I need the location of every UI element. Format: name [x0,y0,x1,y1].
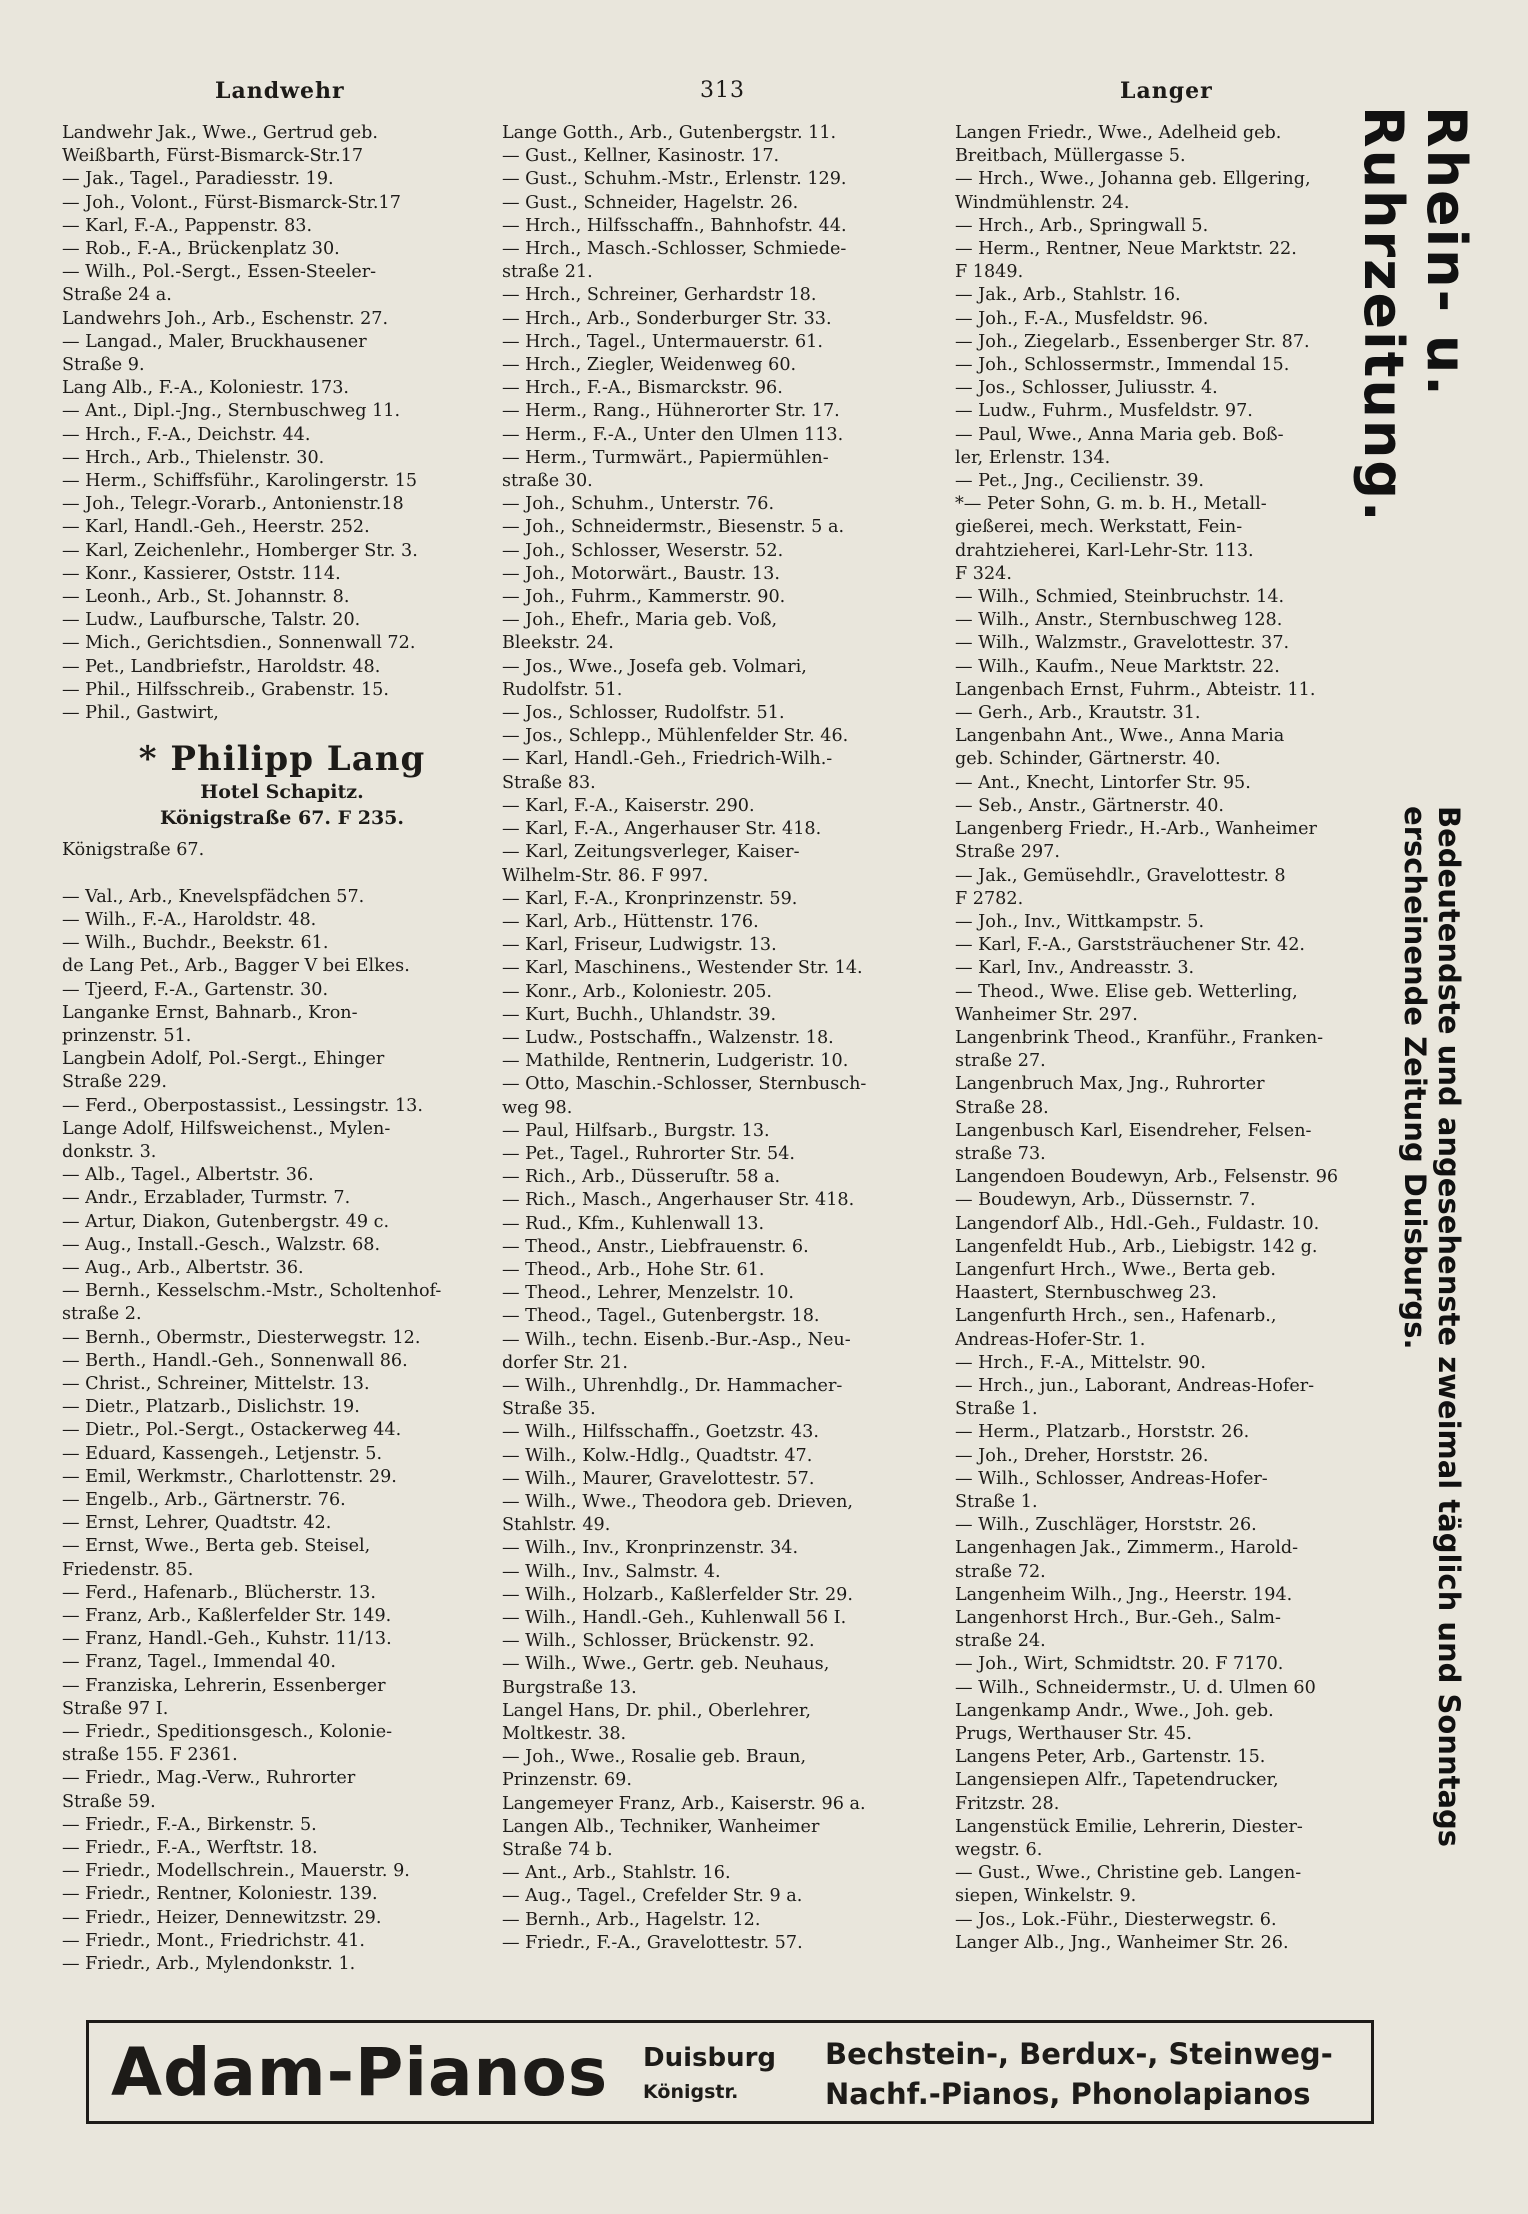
directory-entry-line: — Wilh., Hilfsschaffn., Goetzstr. 43. [502,1422,819,1443]
directory-entry-line: — Langad., Maler, Bruckhausener [62,331,367,352]
directory-entry-line: — Joh., Telegr.-Vorarb., Antonienstr.18 [62,494,404,515]
directory-entry-line: — Karl, F.-A., Angerhauser Str. 418. [502,819,822,840]
directory-entry-line: — Wilh., Inv., Salmstr. 4. [502,1561,721,1582]
directory-entry-line: — Friedr., F.-A., Gravelottestr. 57. [502,1932,803,1953]
directory-entry-line: — Rud., Kfm., Kuhlenwall 13. [502,1213,765,1234]
directory-entry-line: — Theod., Arb., Hohe Str. 61. [502,1259,765,1280]
directory-entry-line: — Wilh., Schlosser, Andreas-Hofer- [955,1468,1268,1489]
directory-entry-line: straße 21. [502,262,593,283]
directory-entry-line: — Wilh., Schneidermstr., U. d. Ulmen 60 [955,1677,1316,1698]
directory-entry-line: donkstr. 3. [62,1141,157,1162]
directory-entry-line: — Konr., Kassierer, Oststr. 114. [62,563,341,584]
directory-entry-line: — Mathilde, Rentnerin, Ludgeristr. 10. [502,1051,849,1072]
directory-entry-line: Wanheimer Str. 297. [955,1004,1138,1025]
directory-entry-line: — Hrch., Masch.-Schlosser, Schmiede- [502,239,847,260]
directory-entry-line: — Andr., Erzablader, Turmstr. 7. [62,1188,351,1209]
directory-entry-line: Langen Alb., Techniker, Wanheimer [502,1816,820,1837]
directory-entry-line: Straße 1. [955,1491,1038,1512]
directory-entry-line: — Wilh., Inv., Kronprinzenstr. 34. [502,1538,799,1559]
directory-entry-line: — Hrch., Ziegler, Weidenweg 60. [502,355,797,376]
directory-entry-line: F 1849. [955,262,1024,283]
directory-entry-line: Langenfurth Hrch., sen., Hafenarb., [955,1306,1277,1327]
directory-entry-line: Straße 28. [955,1097,1049,1118]
directory-entry-line: — Herm., Rang., Hühnerorter Str. 17. [502,401,840,422]
directory-entry-line: Langel Hans, Dr. phil., Oberlehrer, [502,1700,811,1721]
directory-entry-line: — Franz, Arb., Kaßlerfelder Str. 149. [62,1605,392,1626]
directory-entry-line: — Karl, F.-A., Kaiserstr. 290. [502,795,755,816]
directory-entry-line: straße 155. F 2361. [62,1745,238,1766]
bottom-ad-city: Duisburg [643,2043,777,2073]
directory-entry-line: — Ant., Knecht, Lintorfer Str. 95. [955,772,1251,793]
directory-entry-line: straße 30. [502,471,593,492]
directory-entry-line: — Aug., Arb., Albertstr. 36. [62,1257,304,1278]
directory-entry-line: Langenbach Ernst, Fuhrm., Abteistr. 11. [955,679,1316,700]
directory-entry-line: — Wilh., Schlosser, Brückenstr. 92. [502,1631,815,1652]
side-ad-title: Rhein- u. Ruhrzeitung. [1352,106,1478,524]
directory-entry-line: — Herm., Schiffsführ., Karolingerstr. 15 [62,471,418,492]
directory-entry-line: — Boudewyn, Arb., Düssernstr. 7. [955,1190,1256,1211]
directory-entry-line: — Ernst, Wwe., Berta geb. Steisel, [62,1536,371,1557]
directory-entry-line: F 2782. [955,888,1024,909]
directory-entry-line: Prinzenstr. 69. [502,1770,632,1791]
directory-entry-line: F 324. [955,563,1012,584]
directory-entry-line: — Phil., Hilfsschreib., Grabenstr. 15. [62,679,389,700]
directory-entry-line: Langens Peter, Arb., Gartenstr. 15. [955,1747,1266,1768]
directory-entry-line: — Theod., Anstr., Liebfrauenstr. 6. [502,1236,809,1257]
directory-entry-line: Straße 24 a. [62,285,172,306]
directory-entry-line: — Jos., Lok.-Führ., Diesterwegstr. 6. [955,1909,1277,1930]
directory-entry-line: — Eduard, Kassengeh., Letjenstr. 5. [62,1443,383,1464]
directory-entry-line: — Karl, F.-A., Kronprinzenstr. 59. [502,888,798,909]
directory-entry-line: — Herm., Turmwärt., Papiermühlen- [502,447,829,468]
directory-entry-line: — Konr., Arb., Koloniestr. 205. [502,981,772,1002]
ad-lang-address: Königstraße 67. F 235. [159,807,405,830]
directory-entry-line: Straße 35. [502,1399,596,1420]
directory-entry-line: — Friedr., Mont., Friedrichstr. 41. [62,1930,366,1951]
directory-entry-line: — Artur, Diakon, Gutenbergstr. 49 c. [62,1211,390,1232]
bottom-ad-line1: Bechstein-, Berdux-, Steinweg- [825,2037,1333,2071]
directory-entry-line: Langbein Adolf, Pol.-Sergt., Ehinger [62,1049,385,1070]
page-number: 313 [700,78,745,103]
directory-entry-line: — Christ., Schreiner, Mittelstr. 13. [62,1373,370,1394]
bottom-advertisement [86,2020,1374,2124]
directory-entry-line: straße 73. [955,1143,1046,1164]
directory-entry-line: Langenfeldt Hub., Arb., Liebigstr. 142 g. [955,1236,1318,1257]
directory-entry-line: straße 27. [955,1051,1046,1072]
side-ad-subtitle: Bedeutendste und angesehenste zweimal täglich und Sonntags erscheinende Zeitung Duisburgs. [1398,806,1466,1848]
directory-entry-line: ler, Erlenstr. 134. [955,447,1111,468]
directory-entry-line: — Pet., Tagel., Ruhrorter Str. 54. [502,1143,796,1164]
directory-entry-line: — Rich., Masch., Angerhauser Str. 418. [502,1190,855,1211]
directory-entry-line: — Jos., Wwe., Josefa geb. Volmari, [502,656,807,677]
directory-entry-line: — Hrch., F.-A., Deichstr. 44. [62,424,311,445]
directory-entry-line: — Bernh., Arb., Hagelstr. 12. [502,1909,761,1930]
directory-entry-line: — Gust., Wwe., Christine geb. Langen- [955,1863,1302,1884]
directory-entry-line: gießerei, mech. Werkstatt, Fein- [955,517,1243,538]
directory-entry-line: Langendoen Boudewyn, Arb., Felsenstr. 96 [955,1167,1339,1188]
directory-entry-line: Straße 59. [62,1791,156,1812]
directory-entry-line: Langendorf Alb., Hdl.-Geh., Fuldastr. 10. [955,1213,1320,1234]
ad-lang-name: * Philipp Lang [138,739,426,780]
directory-entry-line: Straße 9. [62,355,145,376]
directory-entry-line: straße 24. [955,1631,1046,1652]
directory-entry-line: — Phil., Gastwirt, [62,703,219,724]
directory-entry-line: Straße 229. [62,1072,167,1093]
directory-entry-line: — Bernh., Obermstr., Diesterwegstr. 12. [62,1327,421,1348]
directory-entry-line: dorfer Str. 21. [502,1352,628,1373]
directory-entry-line: Langen Friedr., Wwe., Adelheid geb. [955,123,1282,143]
directory-entry-line: — Jak., Tagel., Paradiesstr. 19. [62,169,334,190]
directory-entry-line: — Karl, Arb., Hüttenstr. 176. [502,911,759,932]
directory-entry-line: — Engelb., Arb., Gärtnerstr. 76. [62,1489,346,1510]
directory-entry-line: — Wilh., Uhrenhdlg., Dr. Hammacher- [502,1375,843,1396]
directory-entry-line: — Joh., Inv., Wittkampstr. 5. [955,911,1205,932]
directory-entry-line: — Aug., Install.-Gesch., Walzstr. 68. [62,1234,381,1255]
directory-entry-line: — Wilh., Handl.-Geh., Kuhlenwall 56 I. [502,1608,847,1628]
directory-entry-line: Windmühlenstr. 24. [955,192,1130,213]
directory-entry-line: — Wilh., Kaufm., Neue Marktstr. 22. [955,656,1280,677]
directory-entry-line: Friedenstr. 85. [62,1559,194,1580]
directory-entry-line: Rudolfstr. 51. [502,679,623,700]
directory-entry-line: — Hrch., Wwe., Johanna geb. Ellgering, [955,169,1311,190]
directory-entry-line: prinzenstr. 51. [62,1025,192,1046]
directory-entry-line: — Seb., Anstr., Gärtnerstr. 40. [955,795,1224,816]
column-3 [955,122,1377,1955]
directory-entry-line: — Theod., Wwe. Elise geb. Wetterling, [955,981,1298,1002]
directory-entry-line: — Theod., Lehrer, Menzelstr. 10. [502,1283,795,1304]
directory-entry-line: Prugs, Werthauser Str. 45. [955,1724,1192,1745]
directory-entry-line: weg 98. [502,1097,573,1118]
directory-entry-line: — Bernh., Kesselschm.-Mstr., Scholtenhof- [62,1281,442,1302]
directory-entry-line: — Franz, Handl.-Geh., Kuhstr. 11/13. [62,1629,392,1650]
directory-entry-line [62,862,502,885]
directory-entry-line: — Joh., Wwe., Rosalie geb. Braun, [502,1747,807,1768]
directory-entry-line: Langenbusch Karl, Eisendreher, Felsen- [955,1120,1312,1141]
directory-entry-line: — Wilh., F.-A., Haroldstr. 48. [62,909,317,930]
directory-entry-line: — Karl, Zeichenlehr., Homberger Str. 3. [62,540,418,561]
directory-entry-line: — Wilh., Anstr., Sternbuschweg 128. [955,610,1283,631]
directory-entry-line: — Gust., Schneider, Hagelstr. 26. [502,192,799,213]
directory-entry-line: — Ant., Dipl.-Jng., Sternbuschweg 11. [62,401,401,422]
directory-entry-line: — Mich., Gerichtsdien., Sonnenwall 72. [62,633,416,654]
column-1-pre-ad [62,702,502,725]
directory-entry-line: — Joh., Dreher, Horststr. 26. [955,1445,1209,1466]
directory-entry-line: — Joh., Wirt, Schmidtstr. 20. F 7170. [955,1654,1284,1675]
directory-entry-line: — Otto, Maschin.-Schlosser, Sternbusch- [502,1074,867,1095]
directory-entry-line: — Wilh., Holzarb., Kaßlerfelder Str. 29. [502,1584,853,1605]
directory-entry-line: — Friedr., Speditionsgesch., Kolonie- [62,1722,393,1742]
bottom-ad-street: Königstr. [643,2081,739,2103]
directory-entry-line: — Hrch., jun., Laborant, Andreas-Hofer- [955,1375,1315,1396]
directory-entry-line: — Wilh., Maurer, Gravelottestr. 57. [502,1468,815,1489]
directory-entry-line: — Ant., Arb., Stahlstr. 16. [502,1863,731,1884]
directory-entry-line: — Gerh., Arb., Krautstr. 31. [955,703,1201,724]
directory-entry-line: — Kurt, Buchh., Uhlandstr. 39. [502,1004,777,1025]
directory-entry-line: — Ludw., Postschaffn., Walzenstr. 18. [502,1027,834,1048]
directory-entry-line: drahtzieherei, Karl-Lehr-Str. 113. [955,540,1254,561]
directory-entry-line: — Wilh., Wwe., Gertr. geb. Neuhaus, [502,1654,830,1675]
directory-entry-line: Haastert, Sternbuschweg 23. [955,1283,1217,1304]
bottom-ad-title: Adam-Pianos [111,2034,609,2111]
directory-entry-line: Straße 74 b. [502,1840,613,1861]
directory-entry-line: Langenberg Friedr., H.-Arb., Wanheimer [955,819,1317,840]
directory-entry-line: Langenhorst Hrch., Bur.-Geh., Salm- [955,1608,1281,1628]
directory-entry-line: — Herm., Platzarb., Horststr. 26. [955,1422,1250,1443]
column-2 [502,122,942,1955]
directory-entry-line: straße 72. [955,1561,1046,1582]
directory-entry-line: — Hrch., Schreiner, Gerhardstr 18. [502,285,817,306]
directory-entry-line: — Herm., F.-A., Unter den Ulmen 113. [502,424,844,445]
directory-entry-line: Moltkestr. 38. [502,1724,627,1745]
directory-entry-line: — Berth., Handl.-Geh., Sonnenwall 86. [62,1350,408,1371]
directory-entry-line: — Emil, Werkmstr., Charlottenstr. 29. [62,1466,397,1487]
directory-entry-line: — Hrch., F.-A., Mittelstr. 90. [955,1352,1206,1373]
directory-entry-line: — Wilh., Schmied, Steinbruchstr. 14. [955,587,1285,608]
directory-entry-line: Bleekstr. 24. [502,633,614,654]
directory-entry-line: Langenbruch Max, Jng., Ruhrorter [955,1074,1265,1095]
directory-entry-line: — Ernst, Lehrer, Quadtstr. 42. [62,1513,332,1534]
directory-entry-line: Königstraße 67. [62,840,205,861]
directory-entry-line: — Karl, Maschinens., Westender Str. 14. [502,958,863,979]
directory-entry-line: Wilhelm-Str. 86. F 997. [502,865,709,886]
directory-entry-line: Burgstraße 13. [502,1677,637,1698]
column-1-entries [62,122,502,702]
directory-entry-line: — Joh., F.-A., Musfeldstr. 96. [955,308,1209,329]
directory-entry-line: — Friedr., F.-A., Birkenstr. 5. [62,1814,317,1835]
directory-entry-line: — Val., Arb., Knevelspfädchen 57. [62,886,365,907]
directory-entry-line: — Hrch., Hilfsschaffn., Bahnhofstr. 44. [502,215,847,236]
directory-entry-line: Langenfurt Hrch., Wwe., Berta geb. [955,1259,1276,1280]
directory-entry-line: Lang Alb., F.-A., Koloniestr. 173. [62,378,350,399]
directory-entry-line: — Hrch., Arb., Thielenstr. 30. [62,447,325,468]
directory-entry-line: — Joh., Schneidermstr., Biesenstr. 5 a. [502,517,845,538]
directory-entry-line: — Friedr., Mag.-Verw., Ruhrorter [62,1768,356,1789]
directory-entry-line: — Ferd., Hafenarb., Blücherstr. 13. [62,1582,376,1603]
directory-entry-line: — Wilh., Pol.-Sergt., Essen-Steeler- [62,262,377,283]
directory-entry-line: — Leonh., Arb., St. Johannstr. 8. [62,587,350,608]
directory-entry-line: — Jos., Schlosser, Juliusstr. 4. [955,378,1218,399]
directory-entry-line: Langer Alb., Jng., Wanheimer Str. 26. [955,1932,1289,1953]
directory-entry-line: Lange Gotth., Arb., Gutenbergstr. 11. [502,123,837,143]
directory-entry-line: siepen, Winkelstr. 9. [955,1886,1137,1907]
directory-entry-line: Langenheim Wilh., Jng., Heerstr. 194. [955,1584,1293,1605]
directory-entry-line: Langenbahn Ant., Wwe., Anna Maria [955,726,1285,747]
directory-entry-line: — Joh., Fuhrm., Kammerstr. 90. [502,587,786,608]
directory-entry-line: Langenstück Emilie, Lehrerin, Diester- [955,1816,1303,1837]
directory-entry-line: — Wilh., Walzmstr., Gravelottestr. 37. [955,633,1290,654]
directory-entry-line: — Franz, Tagel., Immendal 40. [62,1652,337,1673]
directory-entry-line: Landwehrs Joh., Arb., Eschenstr. 27. [62,308,389,329]
directory-entry-line: — Karl, Friseur, Ludwigstr. 13. [502,935,777,956]
directory-entry-line: — Friedr., Modellschrein., Mauerstr. 9. [62,1861,410,1882]
directory-entry-line: — Joh., Volont., Fürst-Bismarck-Str.17 [62,192,401,213]
side-advertisement [1352,106,1528,1906]
column-1 [62,122,502,1976]
directory-entry-line: — Karl, Inv., Andreasstr. 3. [955,958,1195,979]
directory-entry-line: — Joh., Ziegelarb., Essenberger Str. 87. [955,331,1310,352]
directory-entry-line: Langenkamp Andr., Wwe., Joh. geb. [955,1700,1274,1721]
directory-entry-line: Landwehr Jak., Wwe., Gertrud geb. [62,123,378,143]
directory-entry-line: — Franziska, Lehrerin, Essenberger [62,1675,386,1696]
directory-entry-line: — Friedr., Rentner, Koloniestr. 139. [62,1884,378,1905]
directory-entry-line: — Joh., Schuhm., Unterstr. 76. [502,494,775,515]
directory-entry-line: — Jak., Gemüsehdlr., Gravelottestr. 8 [955,865,1286,886]
directory-entry-line: — Joh., Schlossermstr., Immendal 15. [955,355,1290,376]
directory-entry-line: — Karl, Handl.-Geh., Friedrich-Wilh.- [502,749,833,770]
directory-entry-line: — Aug., Tagel., Crefelder Str. 9 a. [502,1886,803,1907]
directory-entry-line: Andreas-Hofer-Str. 1. [955,1329,1146,1350]
directory-entry-line: Straße 97 I. [62,1698,169,1719]
directory-entry-line: Straße 1. [955,1399,1038,1420]
ad-lang-hotel: Hotel Schapitz. [200,781,364,804]
directory-entry-line: Breitbach, Müllergasse 5. [955,146,1186,167]
directory-entry-line: *— Peter Sohn, G. m. b. H., Metall- [955,494,1267,515]
directory-entry-line: Langemeyer Franz, Arb., Kaiserstr. 96 a. [502,1793,866,1814]
directory-entry-line: — Alb., Tagel., Albertstr. 36. [62,1165,314,1186]
directory-entry-line: — Friedr., Arb., Mylendonkstr. 1. [62,1954,356,1975]
directory-entry-line: Fritzstr. 28. [955,1793,1060,1814]
directory-entry-line: — Dietr., Pol.-Sergt., Ostackerweg 44. [62,1420,402,1441]
directory-entry-line: — Rich., Arb., Düsseruſtr. 58 a. [502,1167,781,1188]
directory-entry-line: — Paul, Wwe., Anna Maria geb. Boß- [955,424,1284,445]
directory-entry-line: — Friedr., F.-A., Werftstr. 18. [62,1838,318,1859]
directory-entry-line: — Jos., Schlepp., Mühlenfelder Str. 46. [502,726,849,747]
directory-entry-line: — Karl, F.-A., Garststräuchener Str. 42. [955,935,1306,956]
column-1-entries-after-ad [62,839,502,1976]
header-left-keyword: Landwehr [215,78,345,104]
directory-entry-line: Lange Adolf, Hilfsweichenst., Mylen- [62,1118,391,1139]
directory-entry-line: — Pet., Landbriefstr., Haroldstr. 48. [62,656,381,677]
directory-entry-line: — Dietr., Platzarb., Dislichstr. 19. [62,1397,360,1418]
directory-entry-line: Langenbrink Theod., Kranführ., Franken- [955,1027,1324,1048]
directory-entry-line: — Karl, Zeitungsverleger, Kaiser- [502,842,800,863]
directory-entry-line: — Hrch., F.-A., Bismarckstr. 96. [502,378,783,399]
directory-entry-line: straße 2. [62,1304,142,1325]
directory-entry-line: — Tjeerd, F.-A., Gartenstr. 30. [62,979,329,1000]
bottom-ad-line2: Nachf.-Pianos, Phonolapianos [825,2077,1311,2111]
directory-entry-line: — Gust., Kellner, Kasinostr. 17. [502,146,780,167]
directory-entry-line: — Pet., Jng., Cecilienstr. 39. [955,471,1205,492]
directory-entry-line: geb. Schinder, Gärtnerstr. 40. [955,749,1221,770]
directory-entry-line: — Ferd., Oberpostassist., Lessingstr. 13. [62,1095,423,1116]
directory-entry-line: Langensiepen Alfr., Tapetendrucker, [955,1770,1279,1791]
directory-entry-line: — Joh., Motorwärt., Baustr. 13. [502,563,780,584]
directory-entry-line: — Wilh., Kolw.-Hdlg., Quadtstr. 47. [502,1445,813,1466]
directory-entry-line: — Karl, F.-A., Pappenstr. 83. [62,215,313,236]
directory-entry-line: — Ludw., Laufbursche, Talstr. 20. [62,610,361,631]
directory-entry-line: — Karl, Handl.-Geh., Heerstr. 252. [62,517,370,538]
directory-entry-line: — Wilh., Wwe., Theodora geb. Drieven, [502,1491,854,1512]
directory-entry-line: de Lang Pet., Arb., Bagger V bei Elkes. [62,956,410,977]
directory-entry-line: — Hrch., Arb., Sonderburger Str. 33. [502,308,832,329]
philipp-lang-ad [62,739,502,831]
directory-entry-line: Langenhagen Jak., Zimmerm., Harold- [955,1538,1299,1559]
directory-entry-line: — Herm., Rentner, Neue Marktstr. 22. [955,239,1297,260]
directory-entry-line: Straße 297. [955,842,1060,863]
directory-entry-line: — Hrch., Tagel., Untermauerstr. 61. [502,331,823,352]
directory-entry-line: — Wilh., Zuschläger, Horststr. 26. [955,1515,1257,1536]
directory-entry-line: — Jos., Schlosser, Rudolfstr. 51. [502,703,785,724]
directory-entry-line: Straße 83. [502,772,596,793]
directory-entry-line: — Jak., Arb., Stahlstr. 16. [955,285,1181,306]
directory-entry-line: — Gust., Schuhm.-Mstr., Erlenstr. 129. [502,169,847,190]
directory-entry-line: Weißbarth, Fürst-Bismarck-Str.17 [62,146,364,167]
directory-entry-line: — Hrch., Arb., Springwall 5. [955,215,1209,236]
directory-entry-line: — Wilh., Buchdr., Beekstr. 61. [62,933,329,954]
directory-entry-line: — Paul, Hilfsarb., Burgstr. 13. [502,1120,770,1141]
directory-entry-line: Stahlstr. 49. [502,1515,611,1536]
directory-entry-line: — Joh., Ehefr., Maria geb. Voß, [502,610,778,631]
header-right-keyword: Langer [1120,78,1213,104]
directory-entry-line: — Ludw., Fuhrm., Musfeldstr. 97. [955,401,1253,422]
directory-entry-line: — Friedr., Heizer, Dennewitzstr. 29. [62,1907,382,1928]
directory-entry-line: — Joh., Schlosser, Weserstr. 52. [502,540,784,561]
directory-entry-line: — Wilh., techn. Eisenb.-Bur.-Asp., Neu- [502,1329,851,1350]
directory-entry-line: — Rob., F.-A., Brückenplatz 30. [62,239,340,260]
directory-entry-line: — Theod., Tagel., Gutenbergstr. 18. [502,1306,820,1327]
directory-entry-line: Langanke Ernst, Bahnarb., Kron- [62,1002,358,1023]
directory-entry-line: wegstr. 6. [955,1840,1043,1861]
